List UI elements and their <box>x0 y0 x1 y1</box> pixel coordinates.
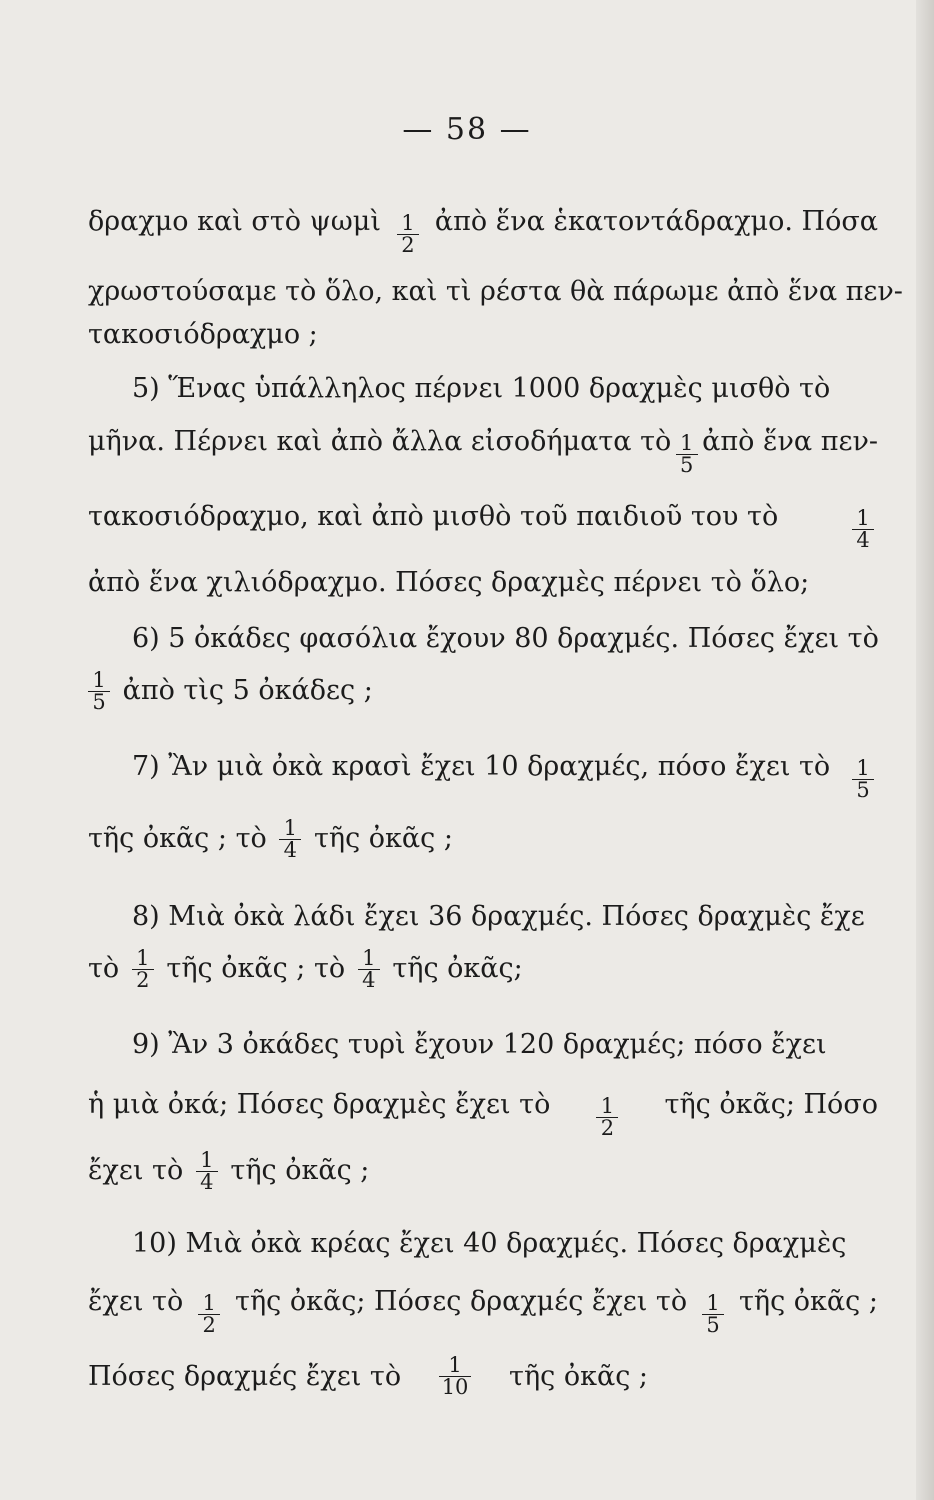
page-number: — 58 — <box>402 112 532 147</box>
fraction-quarter: $\frac{1}{4}$ <box>279 818 301 861</box>
fraction-fifth: $\frac{1}{5}$ <box>702 1293 724 1336</box>
page-edge-shadow <box>916 0 934 1500</box>
text-segment: 7) Ἂν μιὰ ὀκὰ κρασὶ ἔχει 10 δραχμές, πόσο ἔχει τὸ <box>132 751 831 782</box>
text-line-6 <box>88 500 878 551</box>
text-segment: τῆς ὀκᾶς ; <box>313 823 453 854</box>
text-line-2: χρωστούσαμε τὸ ὅλο, καὶ τὶ ρέστα θὰ πάρωμε ἀπὸ ἕνα πεν- <box>88 276 903 307</box>
text-line-problem-8: 8) Μιὰ ὀκὰ λάδι ἔχει 36 δραχμές. Πόσες δραχμὲς ἔχε <box>132 901 865 932</box>
text-segment: τῆς ὀκᾶς ; τὸ <box>88 823 267 854</box>
text-segment: ἔχει τὸ <box>88 1286 184 1317</box>
text-line-problem-6: 6) 5 ὀκάδες φασόλια ἔχουν 80 δραχμές. Πόσες ἔχει τὸ <box>132 623 879 654</box>
text-segment: ἀπὸ ἕνα πεν- <box>702 426 878 457</box>
fraction-fifth: $\frac{1}{5}$ <box>852 758 874 801</box>
text-segment: τακοσιόδραχμο, καὶ ἀπὸ μισθὸ τοῦ παιδιοῦ του τὸ <box>88 501 779 532</box>
text-line-problem-7 <box>132 750 878 801</box>
text-line-7: ἀπὸ ἕνα χιλιόδραχμο. Πόσες δραχμὲς πέρνει τὸ ὅλο; <box>88 567 810 598</box>
text-line-3: τακοσιόδραχμο ; <box>88 319 318 350</box>
text-segment: τῆς ὀκᾶς ; <box>738 1286 878 1317</box>
fraction-half: $\frac{1}{2}$ <box>596 1096 618 1139</box>
text-segment: ἡ μιὰ ὀκά; Πόσες δραχμὲς ἔχει τὸ <box>88 1089 551 1120</box>
fraction-half: $\frac{1}{2}$ <box>132 948 154 991</box>
text-segment: Πόσες δραχμές ἔχει τὸ <box>88 1360 402 1392</box>
text-segment: τῆς ὀκᾶς ; τὸ <box>166 953 346 984</box>
fraction-quarter: $\frac{1}{4}$ <box>358 948 380 991</box>
text-line-5 <box>88 425 878 476</box>
fraction-quarter: $\frac{1}{4}$ <box>852 508 874 551</box>
fraction-quarter: $\frac{1}{4}$ <box>196 1150 218 1193</box>
text-line-18 <box>88 1285 878 1336</box>
fraction-tenth: $\frac{1}{10}$ <box>439 1355 472 1398</box>
fraction-fifth: $\frac{1}{5}$ <box>676 433 698 476</box>
text-segment: τὸ <box>88 953 120 984</box>
text-segment: τῆς ὀκᾶς ; <box>230 1155 370 1186</box>
text-segment: ἀπὸ τὶς 5 ὀκάδες ; <box>122 675 373 706</box>
text-line-19 <box>88 1355 648 1398</box>
fraction-fifth: $\frac{1}{5}$ <box>88 670 110 713</box>
text-segment: τῆς ὀκᾶς; Πόσες δραχμές ἔχει τὸ <box>235 1286 688 1317</box>
text-line-problem-5: 5) Ἕνας ὑπάλληλος πέρνει 1000 δραχμὲς μισθὸ τὸ <box>132 373 831 404</box>
text-line-15 <box>88 1088 878 1139</box>
text-line-1 <box>88 205 878 256</box>
fraction-half: $\frac{1}{2}$ <box>397 213 419 256</box>
text-segment: τῆς ὀκᾶς; Πόσο <box>664 1089 878 1120</box>
fraction-half: $\frac{1}{2}$ <box>198 1293 220 1336</box>
text-line-9 <box>88 670 878 713</box>
text-line-problem-10: 10) Μιὰ ὀκὰ κρέας ἔχει 40 δραχμές. Πόσες δραχμὲς <box>132 1228 847 1259</box>
text-segment: μῆνα. Πέρνει καὶ ἀπὸ ἄλλα εἰσοδήματα τὸ <box>88 426 672 457</box>
text-segment: ἀπὸ ἕνα ἑκατοντάδραχμο. Πόσα <box>434 206 878 237</box>
text-segment: ἔχει τὸ <box>88 1155 184 1186</box>
text-segment: τῆς ὀκᾶς ; <box>509 1360 648 1392</box>
text-line-problem-9: 9) Ἂν 3 ὀκάδες τυρὶ ἔχουν 120 δραχμές; πόσο ἔχει <box>132 1029 827 1060</box>
text-line-13 <box>88 948 878 991</box>
text-line-16 <box>88 1150 878 1193</box>
text-segment: δραχμο καὶ στὸ ψωμὶ <box>88 206 381 237</box>
text-segment: τῆς ὀκᾶς; <box>392 953 523 984</box>
text-line-11 <box>88 818 878 861</box>
